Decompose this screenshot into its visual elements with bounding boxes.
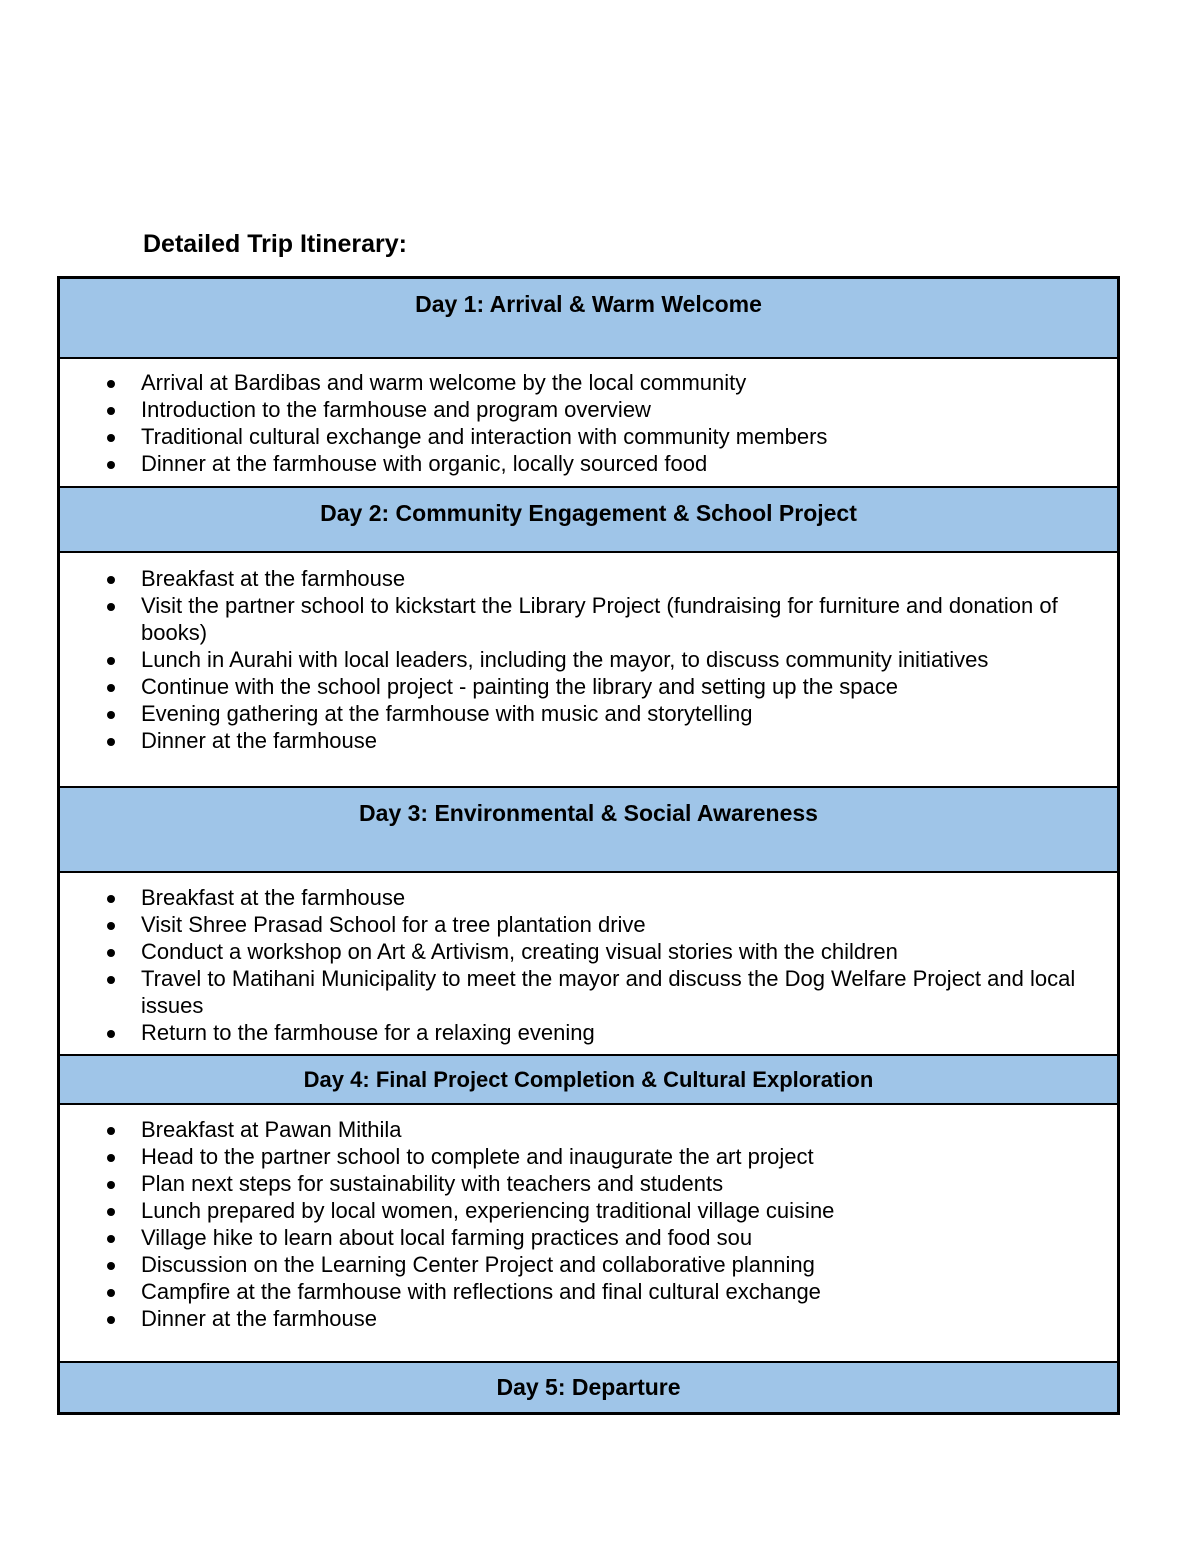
day-1-activities: [60, 359, 1117, 488]
list-item: Dinner at the farmhouse: [107, 1305, 1097, 1332]
list-item: Traditional cultural exchange and interaction with community members: [107, 423, 1097, 450]
list-item: Breakfast at the farmhouse: [107, 884, 1097, 911]
list-item: Campfire at the farmhouse with reflections and final cultural exchange: [107, 1278, 1097, 1305]
page-title: Detailed Trip Itinerary:: [143, 230, 407, 258]
list-item: Travel to Matihani Municipality to meet the mayor and discuss the Dog Welfare Project and local issues: [107, 965, 1097, 1019]
list-item: Lunch prepared by local women, experiencing traditional village cuisine: [107, 1197, 1097, 1224]
list-item: Visit Shree Prasad School for a tree plantation drive: [107, 911, 1097, 938]
list-item: Conduct a workshop on Art & Artivism, creating visual stories with the children: [107, 938, 1097, 965]
day-3-activities: [60, 873, 1117, 1056]
list-item: Lunch in Aurahi with local leaders, including the mayor, to discuss community initiatives: [107, 646, 1097, 673]
day-1-heading: Day 1: Arrival & Warm Welcome: [60, 279, 1117, 359]
itinerary-table: [57, 276, 1120, 1415]
day-2-heading: Day 2: Community Engagement & School Project: [60, 488, 1117, 553]
list-item: Evening gathering at the farmhouse with music and storytelling: [107, 700, 1097, 727]
list-item: Village hike to learn about local farming practices and food sou: [107, 1224, 1097, 1251]
list-item: Head to the partner school to complete and inaugurate the art project: [107, 1143, 1097, 1170]
list-item: Introduction to the farmhouse and program overview: [107, 396, 1097, 423]
list-item: Dinner at the farmhouse with organic, locally sourced food: [107, 450, 1097, 477]
list-item: Arrival at Bardibas and warm welcome by the local community: [107, 369, 1097, 396]
day-4-heading: Day 4: Final Project Completion & Cultural Exploration: [60, 1056, 1117, 1105]
list-item: Breakfast at Pawan Mithila: [107, 1116, 1097, 1143]
list-item: Visit the partner school to kickstart the Library Project (fundraising for furniture and donation of books): [107, 592, 1097, 646]
list-item: Breakfast at the farmhouse: [107, 565, 1097, 592]
list-item: Discussion on the Learning Center Project and collaborative planning: [107, 1251, 1097, 1278]
list-item: Return to the farmhouse for a relaxing evening: [107, 1019, 1097, 1046]
list-item: Plan next steps for sustainability with teachers and students: [107, 1170, 1097, 1197]
day-5-heading: Day 5: Departure: [60, 1363, 1117, 1412]
day-4-activities: [60, 1105, 1117, 1363]
day-3-heading: Day 3: Environmental & Social Awareness: [60, 788, 1117, 873]
list-item: Continue with the school project - painting the library and setting up the space: [107, 673, 1097, 700]
day-2-activities: [60, 553, 1117, 788]
list-item: Dinner at the farmhouse: [107, 727, 1097, 754]
